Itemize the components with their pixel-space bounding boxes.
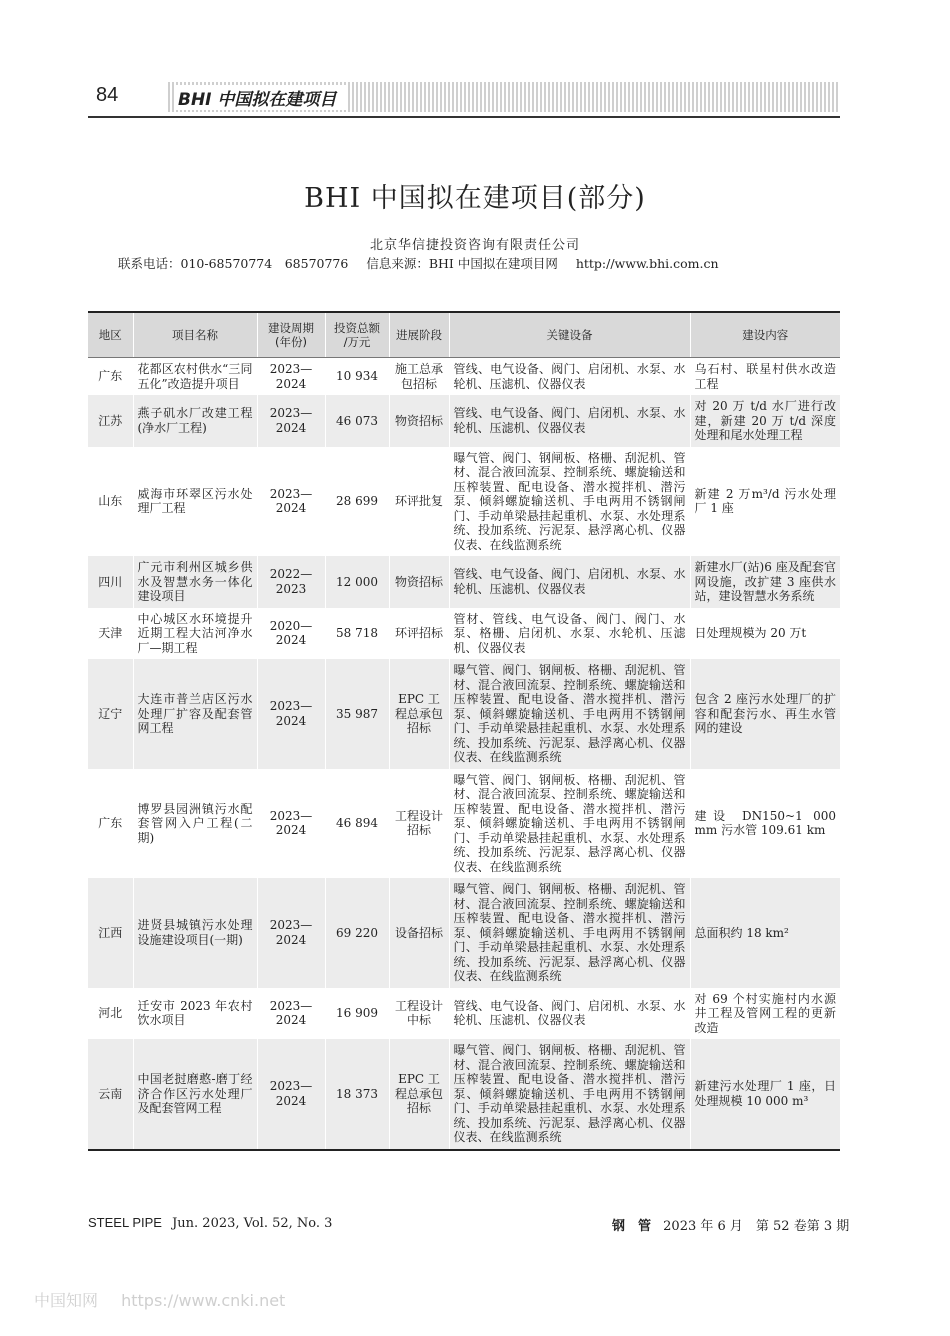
cell-region: 广东 xyxy=(88,358,133,396)
cell-investment: 35 987 xyxy=(325,659,389,769)
header-region: 地区 xyxy=(88,312,133,358)
journal-name-cn: 钢 管 xyxy=(612,1219,652,1234)
header-period: 建设周期 (年份) xyxy=(257,312,325,358)
cell-key-equipment: 曝气管、阀门、钢闸板、格栅、刮泥机、管材、混合液回流泵、控制系统、螺旋输送和压榨装置、配电设备、潜水搅拌机、潜污泵、倾斜螺旋输送机、手电两用不锈钢闸门、手动单梁悬挂起重机、水泵、水处理系统、投加系统、污泥泵、悬浮离心机、仪器仪表、在线监测系统 xyxy=(449,659,690,769)
cell-project-name: 迁安市 2023 年农村饮水项目 xyxy=(133,988,257,1040)
cell-stage: 施工总承包招标 xyxy=(389,358,449,396)
cell-project-name: 进贤县城镇污水处理设施建设项目(一期) xyxy=(133,878,257,988)
contact-line xyxy=(118,254,838,272)
table-row xyxy=(88,769,840,879)
cell-key-equipment: 曝气管、阀门、钢闸板、格栅、刮泥机、管材、混合液回流泵、控制系统、螺旋输送和压榨装置、配电设备、潜水搅拌机、潜污泵、倾斜螺旋输送机、手电两用不锈钢闸门、手动单梁悬挂起重机、水泵、水处理系统、投加系统、污泥泵、悬浮离心机、仪器仪表、在线监测系统 xyxy=(449,878,690,988)
cell-region: 山东 xyxy=(88,447,133,557)
header-stage: 进展阶段 xyxy=(389,312,449,358)
company-name: 北京华信捷投资咨询有限责任公司 xyxy=(369,238,580,253)
cell-investment: 58 718 xyxy=(325,608,389,660)
cell-project-name: 博罗县园洲镇污水配套管网入户工程(二期) xyxy=(133,769,257,879)
cell-investment: 28 699 xyxy=(325,447,389,557)
cell-key-equipment: 管线、电气设备、阀门、启闭机、水泵、水轮机、压滤机、仪器仪表 xyxy=(449,395,690,447)
table-row xyxy=(88,878,840,988)
cell-period: 2022—2023 xyxy=(257,556,325,608)
cnki-watermark xyxy=(34,1288,303,1311)
cell-period: 2023—2024 xyxy=(257,769,325,879)
cell-investment: 69 220 xyxy=(325,878,389,988)
cell-stage: 物资招标 xyxy=(389,395,449,447)
cell-stage: 环评招标 xyxy=(389,608,449,660)
cell-construction-content: 对 69 个村实施村内水源井工程及管网工程的更新改造 xyxy=(690,988,840,1040)
footer-right xyxy=(612,1215,850,1234)
table-row xyxy=(88,556,840,608)
cell-period: 2023—2024 xyxy=(257,988,325,1040)
cell-stage: EPC 工程总承包招标 xyxy=(389,1039,449,1150)
journal-name-en: STEEL PIPE xyxy=(88,1215,162,1230)
cell-project-name: 燕子矶水厂改建工程(净水厂工程) xyxy=(133,395,257,447)
cell-investment: 16 909 xyxy=(325,988,389,1040)
cell-construction-content: 新建污水处理厂 1 座，日处理规模 10 000 m³ xyxy=(690,1039,840,1150)
cell-key-equipment: 管线、电气设备、阀门、启闭机、水泵、水轮机、压滤机、仪器仪表 xyxy=(449,556,690,608)
cell-stage: 工程设计招标 xyxy=(389,769,449,879)
table-row xyxy=(88,988,840,1040)
cell-stage: 物资招标 xyxy=(389,556,449,608)
table-row xyxy=(88,608,840,660)
cell-investment: 46 894 xyxy=(325,769,389,879)
cell-region: 江苏 xyxy=(88,395,133,447)
cell-investment: 18 373 xyxy=(325,1039,389,1150)
header-construction-content: 建设内容 xyxy=(690,312,840,358)
cell-investment: 46 073 xyxy=(325,395,389,447)
cell-stage: EPC 工程总承包招标 xyxy=(389,659,449,769)
cell-period: 2023—2024 xyxy=(257,358,325,396)
cell-construction-content: 建设 DN150~1 000 mm 污水管 109.61 km xyxy=(690,769,840,879)
table-row xyxy=(88,447,840,557)
watermark-url: https://www.cnki.net xyxy=(121,1291,286,1310)
section-label: BHI 中国拟在建项目 xyxy=(174,85,346,110)
watermark-name: 中国知网 xyxy=(34,1291,99,1310)
header-investment: 投资总额 /万元 xyxy=(325,312,389,358)
header-band xyxy=(168,82,840,112)
cell-key-equipment: 曝气管、阀门、钢闸板、格栅、刮泥机、管材、混合液回流泵、控制系统、螺旋输送和压榨装置、配电设备、潜水搅拌机、潜污泵、倾斜螺旋输送机、手电两用不锈钢闸门、手动单梁悬挂起重机、水泵、水处理系统、投加系统、污泥泵、悬浮离心机、仪器仪表、在线监测系统 xyxy=(449,447,690,557)
page-number: 84 xyxy=(96,84,119,106)
cell-project-name: 中国老挝磨憨-磨丁经济合作区污水处理厂及配套管网工程 xyxy=(133,1039,257,1150)
cell-key-equipment: 曝气管、阀门、钢闸板、格栅、刮泥机、管材、混合液回流泵、控制系统、螺旋输送和压榨装置、配电设备、潜水搅拌机、潜污泵、倾斜螺旋输送机、手电两用不锈钢闸门、手动单梁悬挂起重机、水泵、水处理系统、投加系统、污泥泵、悬浮离心机、仪器仪表、在线监测系统 xyxy=(449,769,690,879)
cell-key-equipment: 管线、电气设备、阀门、启闭机、水泵、水轮机、压滤机、仪器仪表 xyxy=(449,358,690,396)
cell-construction-content: 包含 2 座污水处理厂的扩容和配套污水、再生水管网的建设 xyxy=(690,659,840,769)
contact-phone: 联系电话：010-68570774 68570776 xyxy=(118,256,349,271)
cell-period: 2020—2024 xyxy=(257,608,325,660)
issue-info-cn: 2023 年 6 月 第 52 卷第 3 期 xyxy=(663,1219,850,1234)
cell-key-equipment: 曝气管、阀门、钢闸板、格栅、刮泥机、管材、混合液回流泵、控制系统、螺旋输送和压榨装置、配电设备、潜水搅拌机、潜污泵、倾斜螺旋输送机、手电两用不锈钢闸门、手动单梁悬挂起重机、水泵、水处理系统、投加系统、污泥泵、悬浮离心机、仪器仪表、在线监测系统 xyxy=(449,1039,690,1150)
cell-region: 河北 xyxy=(88,988,133,1040)
contact-url: http://www.bhi.com.cn xyxy=(575,256,719,271)
cell-project-name: 威海市环翠区污水处理厂工程 xyxy=(133,447,257,557)
cell-stage: 设备招标 xyxy=(389,878,449,988)
header-project-name: 项目名称 xyxy=(133,312,257,358)
cell-region: 辽宁 xyxy=(88,659,133,769)
cell-key-equipment: 管线、电气设备、阀门、启闭机、水泵、水轮机、压滤机、仪器仪表 xyxy=(449,988,690,1040)
issue-info-en: Jun. 2023, Vol. 52, No. 3 xyxy=(172,1216,333,1231)
header-key-equipment: 关键设备 xyxy=(449,312,690,358)
table-row xyxy=(88,1039,840,1150)
cell-construction-content: 新建 2 万m³/d 污水处理厂 1 座 xyxy=(690,447,840,557)
projects-table xyxy=(88,311,840,1151)
cell-period: 2023—2024 xyxy=(257,447,325,557)
contact-source: 信息来源：BHI 中国拟在建项目网 xyxy=(366,256,558,271)
footer-left xyxy=(88,1215,332,1231)
cell-period: 2023—2024 xyxy=(257,659,325,769)
cell-stage: 工程设计中标 xyxy=(389,988,449,1040)
cell-construction-content: 对 20 万 t/d 水厂进行改建，新建 20 万 t/d 深度处理和尾水处理工程 xyxy=(690,395,840,447)
cell-project-name: 中心城区水环境提升近期工程大沽河净水厂—期工程 xyxy=(133,608,257,660)
cell-construction-content: 日处理规模为 20 万t xyxy=(690,608,840,660)
cell-construction-content: 总面积约 18 km² xyxy=(690,878,840,988)
cell-region: 天津 xyxy=(88,608,133,660)
cell-investment: 10 934 xyxy=(325,358,389,396)
cell-region: 四川 xyxy=(88,556,133,608)
table-header-row xyxy=(88,312,840,358)
cell-project-name: 广元市利州区城乡供水及智慧水务一体化建设项目 xyxy=(133,556,257,608)
cell-project-name: 大连市普兰店区污水处理厂扩容及配套管网工程 xyxy=(133,659,257,769)
table-row xyxy=(88,395,840,447)
cell-period: 2023—2024 xyxy=(257,395,325,447)
table-body xyxy=(88,358,840,1150)
header-rule xyxy=(88,116,840,118)
cell-period: 2023—2024 xyxy=(257,878,325,988)
cell-region: 江西 xyxy=(88,878,133,988)
running-header xyxy=(88,76,840,118)
cell-construction-content: 新建水厂(站)6 座及配套官网设施，改扩建 3 座供水站，建设智慧水务系统 xyxy=(690,556,840,608)
cell-construction-content: 乌石村、联星村供水改造工程 xyxy=(690,358,840,396)
article-title: BHI 中国拟在建项目(部分) xyxy=(304,183,646,214)
cell-investment: 12 000 xyxy=(325,556,389,608)
cell-project-name: 花都区农村供水“三同五化”改造提升项目 xyxy=(133,358,257,396)
table-row xyxy=(88,659,840,769)
table-row xyxy=(88,358,840,396)
cell-period: 2023—2024 xyxy=(257,1039,325,1150)
cell-region: 云南 xyxy=(88,1039,133,1150)
cell-region: 广东 xyxy=(88,769,133,879)
cell-key-equipment: 管材、管线、电气设备、阀门、阀门、水泵、格栅、启闭机、水泵、水轮机、压滤机、仪器仪表 xyxy=(449,608,690,660)
cell-stage: 环评批复 xyxy=(389,447,449,557)
